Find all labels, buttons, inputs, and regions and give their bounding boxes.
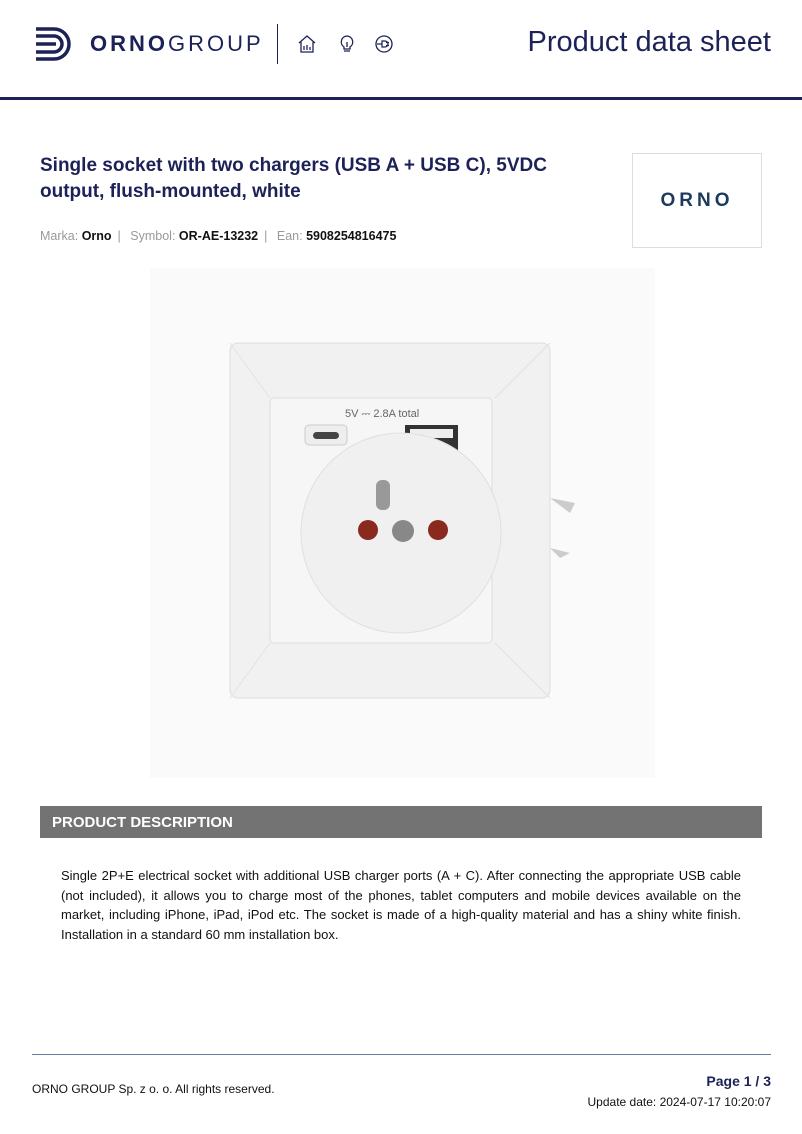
brand-value: Orno [81,229,112,243]
usb-rating-label: 5V ⎓ 2.8A total [345,408,420,420]
copyright-text: ORNO GROUP Sp. z o. o. All rights reserved. [32,1082,275,1096]
product-image [150,268,655,778]
ean-value: 5908254816475 [306,229,397,243]
smart-home-icon [297,34,317,54]
product-title: Single socket with two chargers (USB A + USB C), 5VDC output, flush-mounted, white [40,155,547,202]
page-number: Page 1 / 3 [706,1073,771,1089]
header-rule [0,97,802,100]
orno-logo-icon [34,24,76,64]
document-title: Product data sheet [527,26,771,58]
product-description-heading: PRODUCT DESCRIPTION [40,806,762,838]
header-divider [277,24,278,64]
symbol-value: OR-AE-13232 [178,229,259,243]
update-date: Update date: 2024-07-17 10:20:07 [587,1095,771,1109]
brand-logo: ORNO [632,153,762,248]
product-description-text: Single 2P+E electrical socket with additional USB charger ports (A + C). After connecting the appropriate USB cable (not included), it allows you to charge most of the phones, tablet computers and mobile devices available on the market, including iPhone, iPad, iPod etc. The socket is made of a high-quality material and has a shiny white finish. Installation in a standard 60 mm installation box. [61,868,741,942]
product-meta: Marka: Orno | Symbol: OR-AE-13232 | Ean: 5908254816475 [40,229,397,243]
lightbulb-icon [337,34,357,54]
plug-icon [374,34,394,54]
footer-rule [32,1054,771,1055]
company-logo-text: ORNOGROUP [90,31,264,56]
